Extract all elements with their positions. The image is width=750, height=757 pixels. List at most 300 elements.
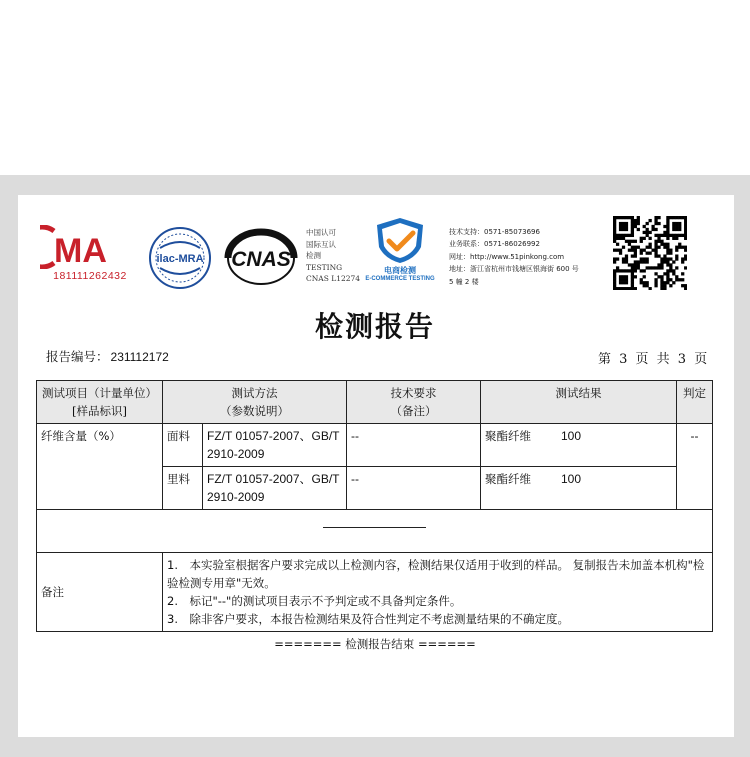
qr-module (631, 234, 634, 237)
fiber-name: 聚酯纤维 (485, 429, 531, 443)
qr-module (660, 278, 663, 281)
qr-module (628, 216, 631, 219)
qr-module (631, 263, 634, 266)
qr-module (654, 249, 657, 252)
accreditation-line: 中国认可 (306, 228, 336, 237)
qr-module (625, 234, 628, 237)
qr-module (643, 231, 646, 234)
qr-module (640, 252, 643, 255)
qr-module (666, 216, 669, 219)
qr-module (675, 278, 678, 281)
qr-module (649, 266, 652, 269)
qr-module (613, 222, 616, 225)
qr-module (634, 219, 637, 222)
qr-module (672, 228, 675, 231)
note-item: 3. 除非客户要求，本报告检测结果及符合性判定不考虑测量结果的不确定度。 (167, 612, 569, 626)
qr-module (669, 266, 672, 269)
qr-module (613, 237, 616, 240)
qr-module (657, 237, 660, 240)
qr-module (625, 278, 628, 281)
note-item: 2. 标记"--"的测试项目表示不予判定或不具备判定条件。 (167, 594, 462, 608)
qr-module (672, 237, 675, 240)
item-name: 纤维含量（%） (37, 424, 163, 510)
qr-module (666, 222, 669, 225)
qr-module (628, 243, 631, 246)
notes-content (163, 553, 713, 632)
contact-info (449, 226, 609, 288)
qr-module (643, 249, 646, 252)
qr-module (684, 257, 687, 260)
qr-module (646, 266, 649, 269)
qr-module (625, 260, 628, 263)
qr-module (619, 237, 622, 240)
qr-module (619, 287, 622, 290)
report-end-marker: ======= 检测报告结束 ====== (274, 637, 476, 651)
qr-module (663, 243, 666, 246)
qr-module (660, 281, 663, 284)
qr-module (675, 222, 678, 225)
fiber-percent: 100 (561, 429, 582, 443)
contact-line: 技术支持：0571-85073696 (449, 228, 540, 236)
qr-module (678, 243, 681, 246)
qr-module (622, 216, 625, 219)
qr-module (666, 219, 669, 222)
qr-module (634, 269, 637, 272)
qr-module (625, 216, 628, 219)
header-requirement: 技术要求 （备注） (347, 381, 481, 424)
qr-module (660, 234, 663, 237)
qr-module (666, 234, 669, 237)
qr-module (657, 254, 660, 257)
qr-module (663, 234, 666, 237)
qr-module (666, 252, 669, 255)
qr-module (669, 234, 672, 237)
qr-module (616, 287, 619, 290)
qr-module (678, 278, 681, 281)
qr-module (681, 234, 684, 237)
qr-module (646, 284, 649, 287)
qr-module (672, 222, 675, 225)
qr-module (631, 240, 634, 243)
qr-module (646, 281, 649, 284)
qr-module (666, 231, 669, 234)
qr-module (657, 234, 660, 237)
qr-module (666, 281, 669, 284)
qr-module (619, 249, 622, 252)
qr-module (613, 281, 616, 284)
qr-module (654, 219, 657, 222)
qr-module (669, 269, 672, 272)
qr-module (631, 254, 634, 257)
fiber-percent: 100 (561, 472, 582, 486)
qr-module (666, 272, 669, 275)
ilac-mra-text: ilac-MRA (156, 253, 204, 265)
qr-module (684, 249, 687, 252)
qr-module (622, 246, 625, 249)
qr-module (675, 257, 678, 260)
qr-module (663, 225, 666, 228)
qr-module (628, 269, 631, 272)
qr-module (631, 281, 634, 284)
table-header-row (37, 381, 713, 424)
qr-module (654, 240, 657, 243)
qr-module (634, 246, 637, 249)
separator-line (323, 527, 426, 528)
cma-number: 181111262432 (53, 270, 127, 282)
qr-module (634, 222, 637, 225)
contact-line: 网址：http://www.51pinkong.com (449, 252, 565, 261)
qr-module (625, 257, 628, 260)
qr-module (613, 260, 616, 263)
accreditation-line: CNAS L12274 (306, 274, 361, 283)
qr-module (654, 243, 657, 246)
qr-module (622, 225, 625, 228)
qr-module (619, 278, 622, 281)
qr-module (678, 234, 681, 237)
qr-module (666, 243, 669, 246)
qr-module (637, 219, 640, 222)
qr-module (672, 281, 675, 284)
header-judgement: 判定 (677, 381, 713, 424)
qr-module (669, 278, 672, 281)
qr-module (684, 219, 687, 222)
qr-module (660, 284, 663, 287)
qr-module (681, 216, 684, 219)
qr-module (681, 284, 684, 287)
qr-module (663, 284, 666, 287)
page-info: 第 3 页 共 3 页 (598, 352, 708, 367)
qr-module (666, 260, 669, 263)
part-label: 面料 (163, 424, 203, 467)
qr-module (672, 260, 675, 263)
report-number-value: 231112172 (110, 350, 169, 364)
qr-module (675, 266, 678, 269)
qr-module (660, 257, 663, 260)
table-row (37, 424, 713, 467)
qr-module (628, 234, 631, 237)
qr-module (646, 260, 649, 263)
qr-module (616, 234, 619, 237)
qr-module (631, 269, 634, 272)
qr-module (625, 275, 628, 278)
qr-module (660, 260, 663, 263)
requirement-cell: -- (347, 467, 481, 510)
qr-module (646, 257, 649, 260)
qr-module (649, 246, 652, 249)
qr-module (622, 269, 625, 272)
qr-module (657, 263, 660, 266)
qr-module (654, 272, 657, 275)
qr-module (643, 284, 646, 287)
qr-module (616, 237, 619, 240)
qr-module (622, 234, 625, 237)
shield-title: 电商检测 (384, 266, 416, 275)
qr-module (678, 228, 681, 231)
qr-module (625, 269, 628, 272)
qr-module (657, 266, 660, 269)
qr-module (654, 252, 657, 255)
qr-module (619, 252, 622, 255)
qr-module (675, 237, 678, 240)
qr-module (684, 225, 687, 228)
qr-module (616, 249, 619, 252)
qr-module (651, 249, 654, 252)
results-table (36, 380, 713, 632)
qr-module (675, 228, 678, 231)
qr-module (640, 237, 643, 240)
qr-module (649, 231, 652, 234)
qr-module (622, 228, 625, 231)
qr-module (660, 275, 663, 278)
qr-module (651, 225, 654, 228)
qr-module (622, 287, 625, 290)
qr-module (654, 281, 657, 284)
qr-module (631, 219, 634, 222)
result-cell (481, 467, 677, 510)
qr-module (622, 257, 625, 260)
qr-module (649, 252, 652, 255)
qr-module (640, 249, 643, 252)
qr-module (681, 246, 684, 249)
qr-module (613, 257, 616, 260)
accreditation-line: 国际互认 (306, 239, 336, 249)
qr-module (616, 257, 619, 260)
qr-module (675, 234, 678, 237)
qr-module (640, 269, 643, 272)
qr-module (628, 249, 631, 252)
qr-module (613, 278, 616, 281)
qr-module (654, 234, 657, 237)
qr-module (637, 266, 640, 269)
shield-subtitle: E-COMMERCE TESTING (365, 276, 435, 282)
qr-module (634, 240, 637, 243)
qr-module (613, 225, 616, 228)
qr-module (669, 263, 672, 266)
qr-module (640, 257, 643, 260)
qr-module (672, 272, 675, 275)
qr-module (660, 243, 663, 246)
report-title: 检测报告 (314, 310, 435, 343)
qr-module (643, 275, 646, 278)
qr-module (646, 246, 649, 249)
qr-module (631, 287, 634, 290)
contact-line: 5 幢 2 楼 (449, 277, 479, 286)
qr-module (654, 246, 657, 249)
qr-module (663, 257, 666, 260)
qr-module (628, 240, 631, 243)
qr-module (613, 234, 616, 237)
qr-module (666, 278, 669, 281)
qr-module (646, 252, 649, 255)
qr-module (684, 222, 687, 225)
qr-module (669, 252, 672, 255)
qr-module (619, 281, 622, 284)
qr-module (619, 222, 622, 225)
qr-module (625, 281, 628, 284)
qr-module (631, 249, 634, 252)
qr-module (625, 287, 628, 290)
qr-module (634, 254, 637, 257)
qr-module (684, 216, 687, 219)
blank-row (37, 510, 713, 553)
qr-module (622, 222, 625, 225)
qr-module (616, 243, 619, 246)
header-method: 测试方法 （参数说明） (163, 381, 347, 424)
accreditation-text (306, 227, 360, 285)
qr-module (663, 287, 666, 290)
qr-module (660, 240, 663, 243)
qr-module (613, 284, 616, 287)
qr-module (681, 272, 684, 275)
qr-module (654, 222, 657, 225)
qr-module (672, 216, 675, 219)
qr-module (684, 234, 687, 237)
qr-module (631, 272, 634, 275)
qr-module (646, 222, 649, 225)
qr-module (613, 216, 616, 219)
fiber-name: 聚酯纤维 (485, 472, 531, 486)
qr-module (634, 249, 637, 252)
qr-module (651, 266, 654, 269)
accreditation-line: TESTING (306, 262, 343, 272)
qr-module (666, 269, 669, 272)
qr-module (675, 225, 678, 228)
qr-module (684, 284, 687, 287)
result-cell (481, 424, 677, 467)
qr-module (631, 228, 634, 231)
qr-module (643, 237, 646, 240)
qr-module (631, 231, 634, 234)
qr-module (666, 249, 669, 252)
qr-module (675, 249, 678, 252)
qr-module (663, 231, 666, 234)
qr-module (631, 222, 634, 225)
qr-module (672, 269, 675, 272)
qr-module (649, 219, 652, 222)
qr-module (649, 237, 652, 240)
method-cell: FZ/T 01057-2007、GB/T 2910-2009 (203, 467, 347, 510)
qr-module (657, 240, 660, 243)
qr-module (681, 260, 684, 263)
requirement-cell: -- (347, 424, 481, 467)
ilac-mra-logo (148, 226, 212, 290)
contact-line: 地址：浙江省杭州市钱塘区银海街 600 号 (449, 265, 579, 274)
qr-module (619, 269, 622, 272)
qr-module (643, 260, 646, 263)
qr-module (666, 257, 669, 260)
qr-module (622, 281, 625, 284)
qr-module (619, 275, 622, 278)
qr-module (640, 260, 643, 263)
qr-module (622, 260, 625, 263)
qr-module (663, 260, 666, 263)
qr-module (625, 222, 628, 225)
judgement-cell: -- (677, 424, 713, 510)
qr-module (657, 216, 660, 219)
qr-module (684, 266, 687, 269)
qr-module (666, 225, 669, 228)
qr-module (613, 287, 616, 290)
qr-module (619, 228, 622, 231)
qr-module (678, 225, 681, 228)
contact-line: 业务联系：0571-86026992 (449, 240, 540, 249)
qr-module (637, 260, 640, 263)
header-result: 测试结果 (481, 381, 677, 424)
qr-module (613, 272, 616, 275)
qr-module (631, 266, 634, 269)
qr-module (637, 246, 640, 249)
qr-module (646, 228, 649, 231)
notes-label: 备注 (37, 553, 163, 632)
qr-module (637, 216, 640, 219)
qr-module (613, 249, 616, 252)
qr-module (640, 281, 643, 284)
qr-module (634, 266, 637, 269)
qr-module (613, 228, 616, 231)
qr-module (666, 246, 669, 249)
qr-module (628, 263, 631, 266)
qr-module (684, 237, 687, 240)
qr-module (660, 263, 663, 266)
header-item: 测试项目（计量单位） [样品标识] (37, 381, 163, 424)
blank-row-cell (37, 510, 713, 553)
qr-module (643, 225, 646, 228)
qr-module (634, 275, 637, 278)
qr-module (675, 246, 678, 249)
qr-module (643, 281, 646, 284)
qr-module (631, 246, 634, 249)
qr-module (675, 254, 678, 257)
qr-module (634, 225, 637, 228)
qr-module (649, 287, 652, 290)
qr-module (678, 222, 681, 225)
qr-module (654, 284, 657, 287)
qr-module (619, 225, 622, 228)
qr-module (643, 257, 646, 260)
qr-module (678, 246, 681, 249)
qr-module (672, 225, 675, 228)
qr-module (637, 263, 640, 266)
cma-logo-text: MA (54, 232, 107, 269)
qr-module (651, 228, 654, 231)
qr-module (625, 254, 628, 257)
qr-module (616, 269, 619, 272)
qr-module (643, 269, 646, 272)
qr-code (613, 216, 687, 290)
qr-module (675, 275, 678, 278)
qr-module (613, 231, 616, 234)
qr-module (675, 216, 678, 219)
accreditation-line: 检测 (306, 251, 321, 260)
qr-module (684, 231, 687, 234)
qr-module (666, 275, 669, 278)
qr-module (684, 246, 687, 249)
qr-module (649, 243, 652, 246)
qr-module (666, 228, 669, 231)
qr-module (634, 252, 637, 255)
qr-module (616, 216, 619, 219)
qr-module (619, 216, 622, 219)
cnas-text: CNAS (231, 248, 291, 271)
qr-module (681, 257, 684, 260)
qr-module (684, 228, 687, 231)
qr-module (634, 287, 637, 290)
qr-module (684, 287, 687, 290)
qr-module (672, 234, 675, 237)
qr-module (619, 234, 622, 237)
qr-module (669, 249, 672, 252)
qr-module (684, 254, 687, 257)
